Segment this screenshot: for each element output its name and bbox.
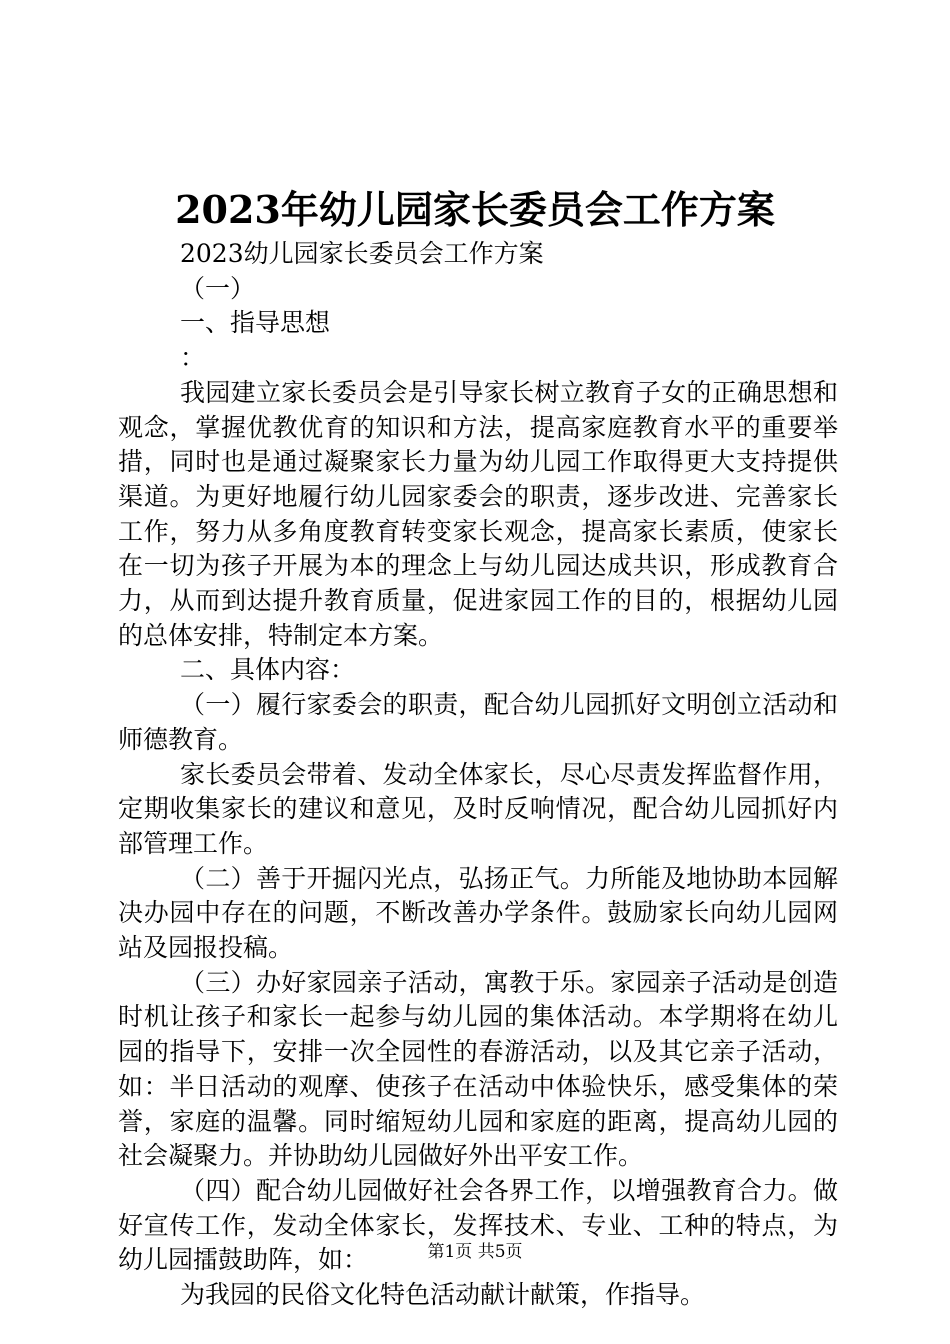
colon-line: ： [180,343,206,373]
part-label: （一） [180,273,256,303]
page-footer: 第1页 共5页 [427,1242,523,1262]
paragraph-item-3: （三）办好家园亲子活动，寓教于乐。家园亲子活动是创造时机让孩子和家长一起参与幼儿园的集体活动。本学期将在幼儿园的指导下，安排一次全园性的春游活动，以及其它亲子活动，如：半日活动的观摩、使孩子在活动中体验快乐，感受集体的荣誉，家庭的温馨。同时缩短幼儿园和家庭的距离，提高幼儿园的社会凝聚力。并协助幼儿园做好外出平安工作。 [118,967,838,1171]
section-heading-content: 二、具体内容： [180,655,356,685]
document-body [118,237,838,1313]
paragraph-committee-duty: 家长委员会带着、发动全体家长，尽心尽责发挥监督作用，定期收集家长的建议和意见，及时反响情况，配合幼儿园抓好内部管理工作。 [118,759,838,858]
document-title: 2023年幼儿园家长委员会工作方案 [175,187,775,232]
paragraph-item-1: （一）履行家委会的职责，配合幼儿园抓好文明创立活动和师德教育。 [118,690,838,754]
paragraph-item-2: （二）善于开掘闪光点，弘扬正气。力所能及地协助本园解决办园中存在的问题，不断改善办学条件。鼓励家长向幼儿园网站及园报投稿。 [118,863,838,963]
paragraph-folk-culture: 为我园的民俗文化特色活动献计献策，作指导。 [180,1280,706,1310]
document-subtitle: 2023幼儿园家长委员会工作方案 [180,239,544,268]
paragraph-item-4: （四）配合幼儿园做好社会各界工作，以增强教育合力。做好宣传工作，发动全体家长，发挥技术、专业、工种的特点，为幼儿园擂鼓助阵，如： [118,1175,838,1275]
paragraph-intro: 我园建立家长委员会是引导家长树立教育子女的正确思想和观念，掌握优教优育的知识和方法，提高家庭教育水平的重要举措，同时也是通过凝聚家长力量为幼儿园工作取得更大支持提供渠道。为更好地履行幼儿园家委会的职责，逐步改进、完善家长工作，努力从多角度教育转变家长观念，提高家长素质，使家长在一切为孩子开展为本的理念上与幼儿园达成共识，形成教育合力，从而到达提升教育质量，促进家园工作的目的，根据幼儿园的总体安排，特制定本方案。 [118,377,838,650]
section-heading-guiding-thought: 一、指导思想 [180,308,331,338]
